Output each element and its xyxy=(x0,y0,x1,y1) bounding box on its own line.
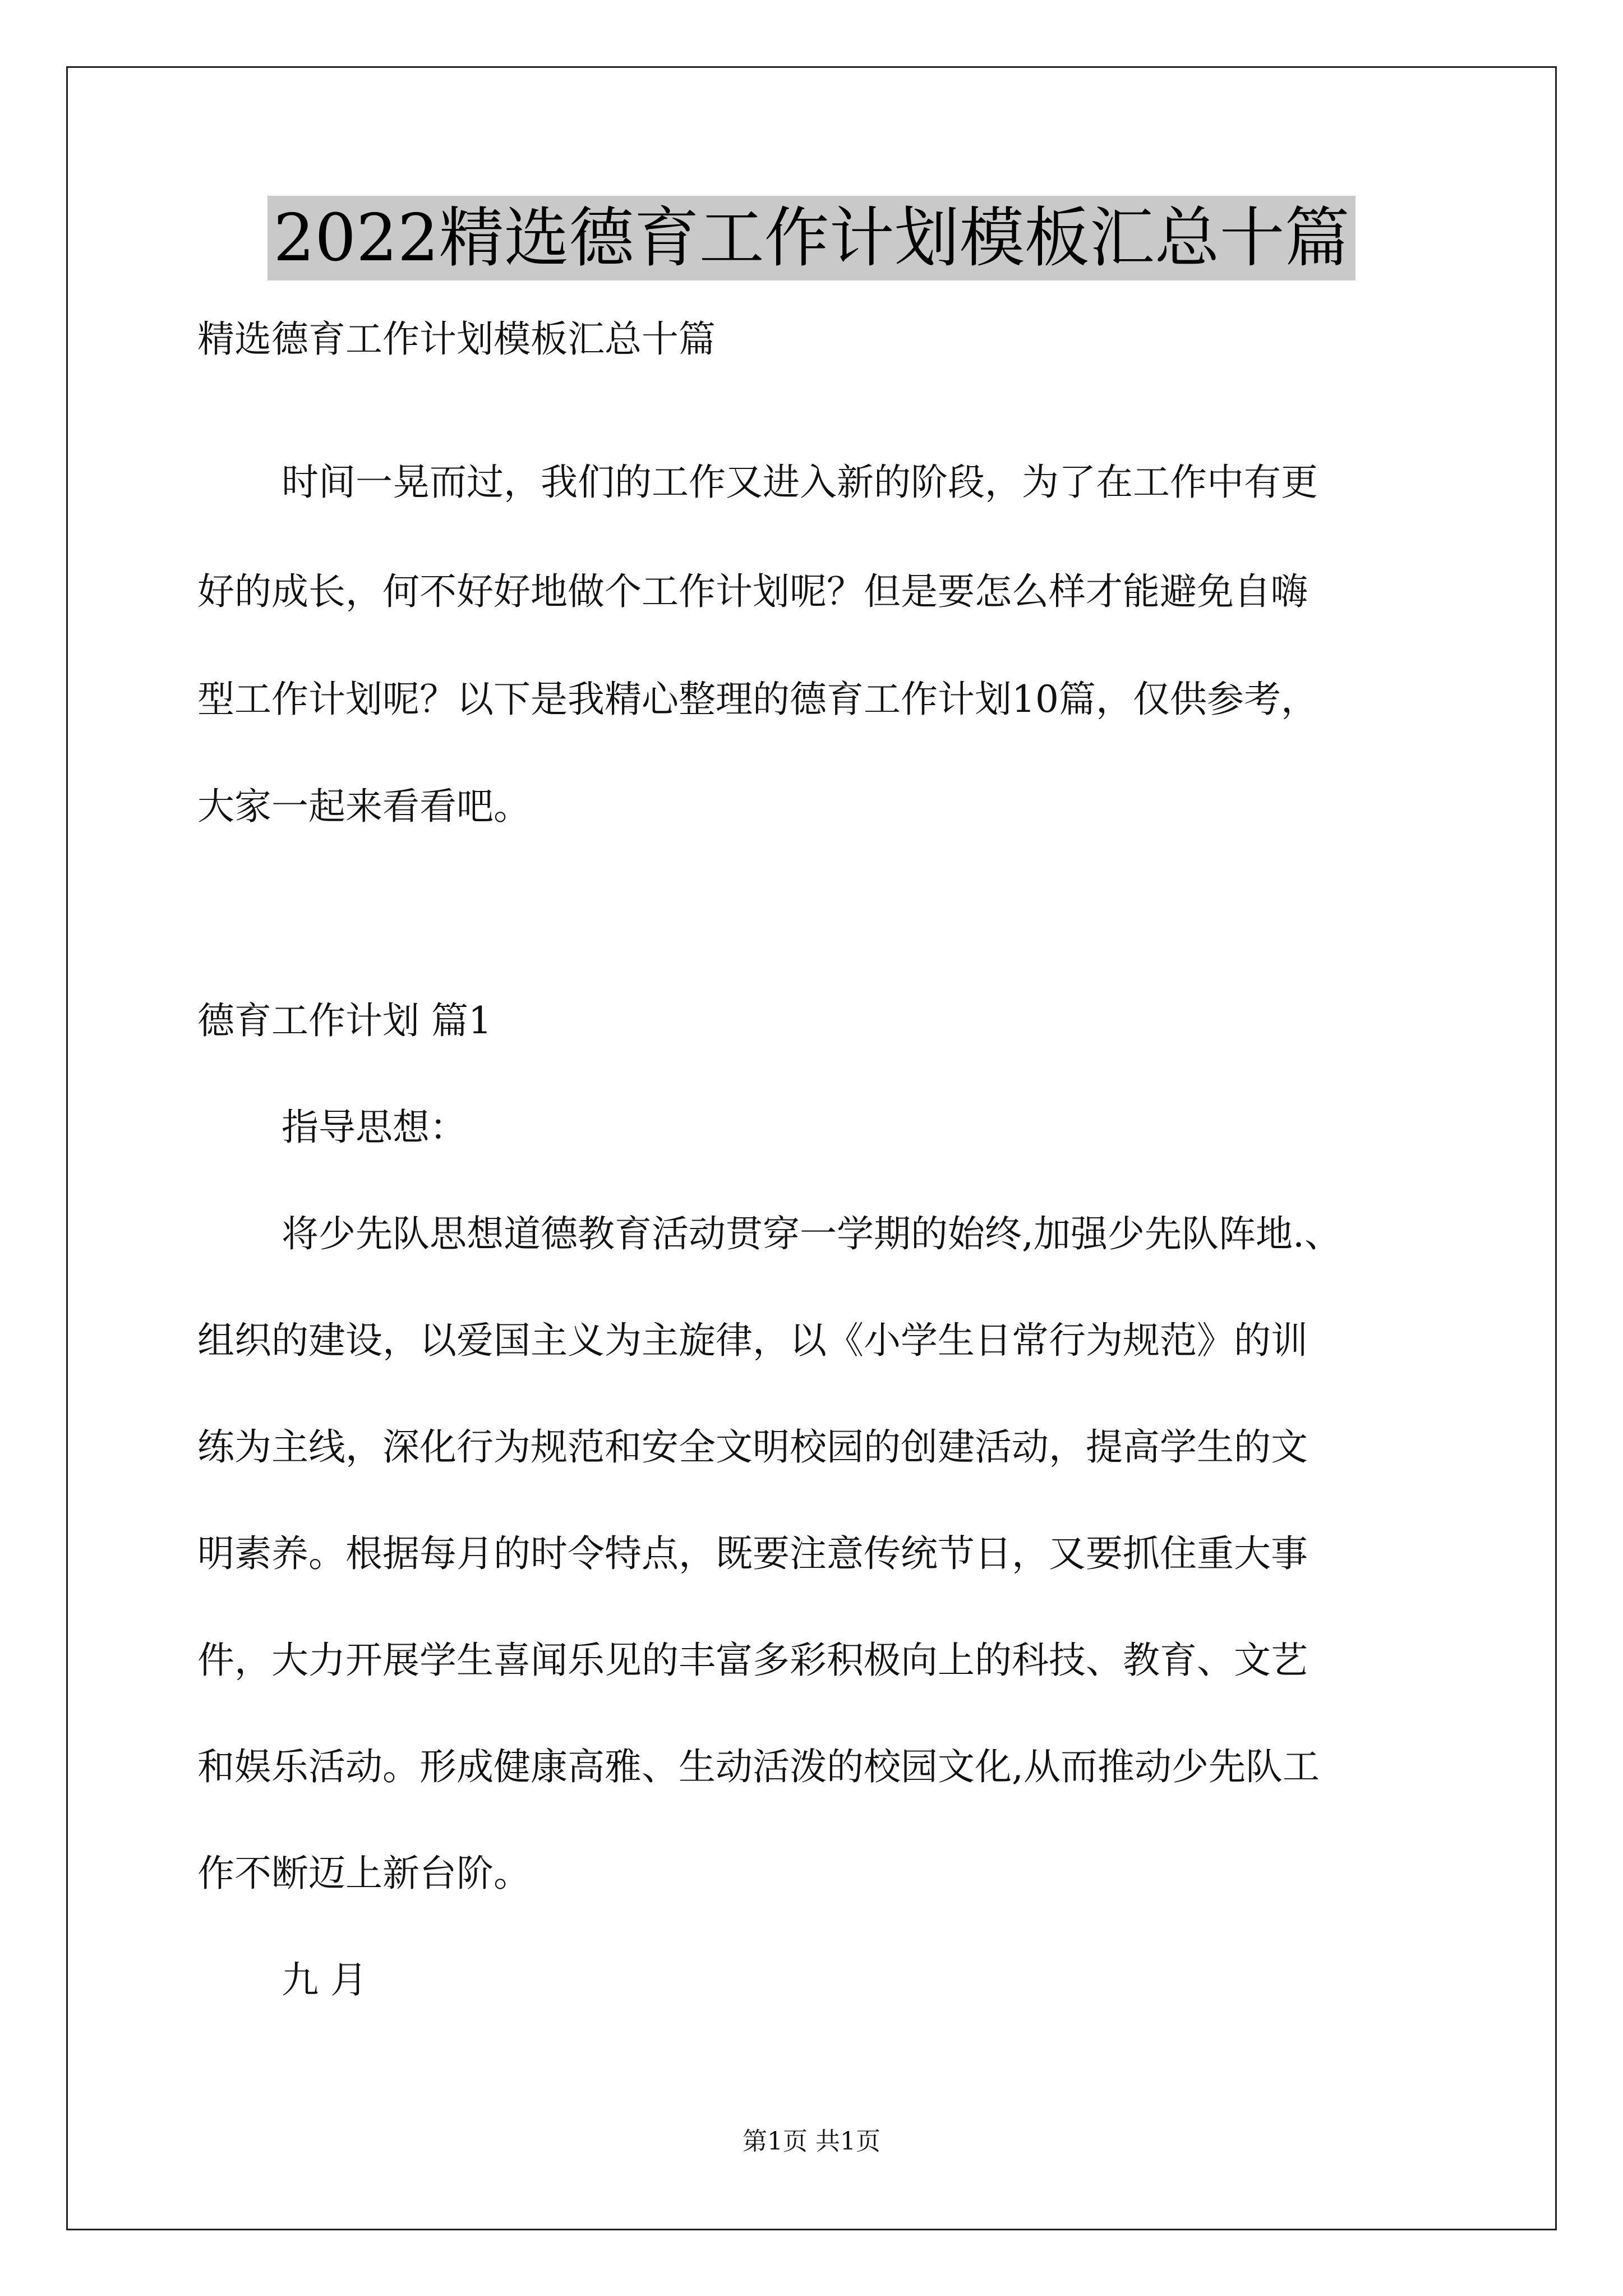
page-footer: 第1页 共1页 xyxy=(743,2127,880,2156)
intro-line-1: 时间一晃而过，我们的工作又进入新的阶段，为了在工作中有更 xyxy=(282,461,1318,504)
body-line-3: 练为主线，深化行为规范和安全文明校园的创建活动，提高学生的文 xyxy=(197,1425,1308,1469)
intro-line-2: 好的成长，何不好好地做个工作计划呢？但是要怎么样才能避免自嗨 xyxy=(197,570,1308,613)
body-line-6: 和娱乐活动。形成健康高雅、生动活泼的校园文化,从而推动少先队工 xyxy=(197,1745,1320,1788)
month-label: 九 月 xyxy=(282,1958,367,2001)
intro-line-3: 型工作计划呢？以下是我精心整理的德育工作计划10篇，仅供参考， xyxy=(197,678,1318,721)
body-line-5: 件，大力开展学生喜闻乐见的丰富多彩积极向上的科技、教育、文艺 xyxy=(197,1639,1308,1682)
document-title: 2022精选德育工作计划模板汇总十篇 xyxy=(0,196,1623,280)
body-line-2: 组织的建设，以爱国主义为主旋律，以《小学生日常行为规范》的训 xyxy=(197,1319,1308,1362)
body-line-4: 明素养。根据每月的时令特点，既要注意传统节日，又要抓住重大事 xyxy=(197,1532,1308,1575)
section-heading: 德育工作计划 篇1 xyxy=(197,999,492,1042)
intro-line-4: 大家一起来看看吧。 xyxy=(197,785,531,828)
guiding-label: 指导思想： xyxy=(282,1106,467,1149)
document-subtitle: 精选德育工作计划模板汇总十篇 xyxy=(197,318,716,361)
body-line-7: 作不断迈上新台阶。 xyxy=(197,1852,531,1895)
body-line-1: 将少先队思想道德教育活动贯穿一学期的始终,加强少先队阵地.、 xyxy=(282,1212,1341,1255)
